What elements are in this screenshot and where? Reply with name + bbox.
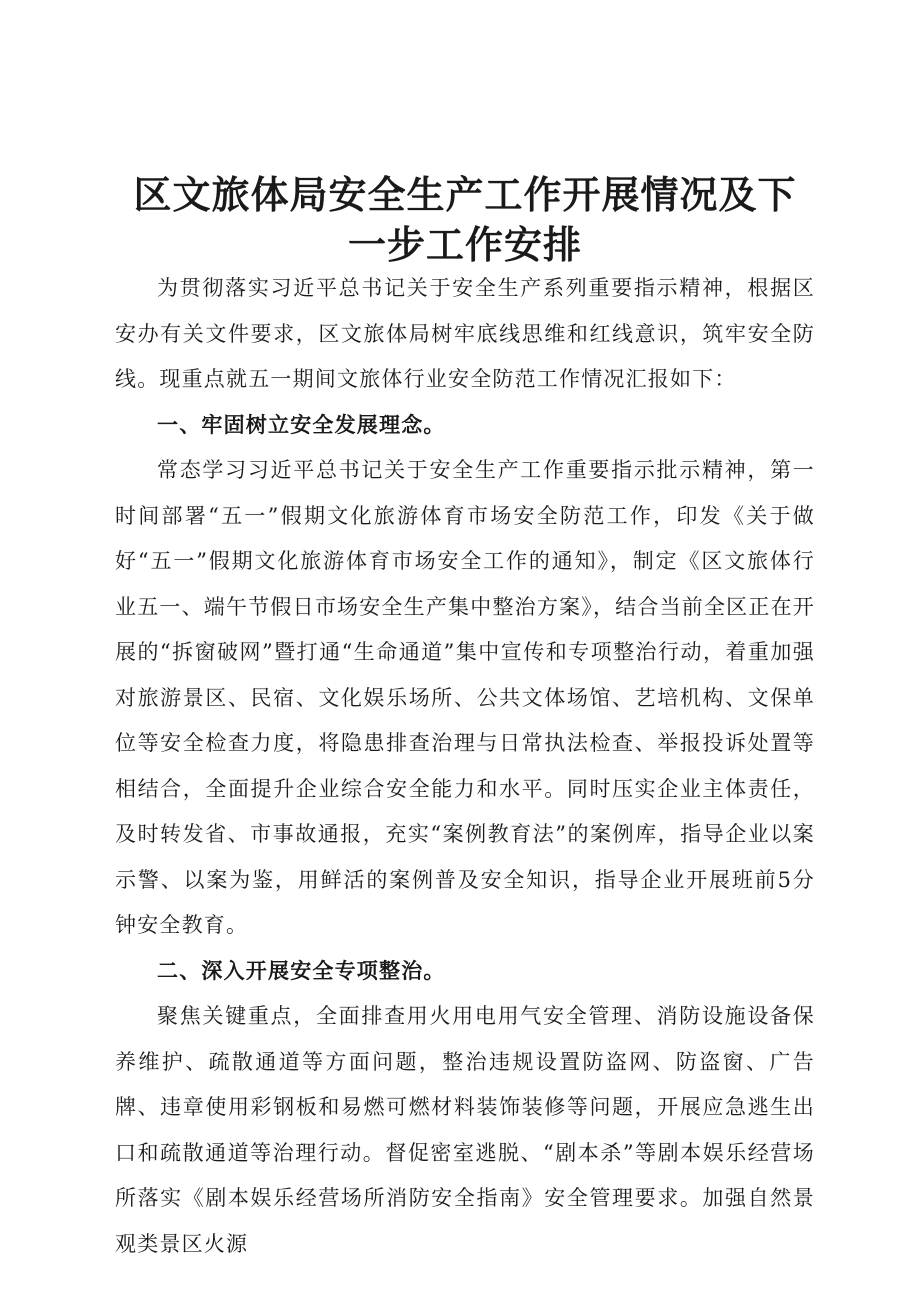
section-1-paragraph: 常态学习习近平总书记关于安全生产工作重要指示批示精神，第一时间部署“五一”假期文化旅游体育市场安全防范工作，印发《关于做好“五一”假期文化旅游体育市场安全工作的通知》，制定《区文旅体行业五一、端午节假日市场安全生产集中整治方案》，结合当前全区正在开展的“拆窗破网”暨打通“生命通道”集中宣传和专项整治行动，着重加强对旅游景区、民宿、文化娱乐场所、公共文体场馆、艺培机构、文保单位等安全检查力度，将隐患排查治理与日常执法检查、举报投诉处置等相结合，全面提升企业综合安全能力和水平。同时压实企业主体责任，及时转发省、市事故通报，充实“案例教育法”的案例库，指导企业以案示警、以案为鉴，用鲜活的案例普及安全知识，指导企业开展班前5分钟安全教育。 (115, 458, 815, 937)
intro-paragraph: 为贯彻落实习近平总书记关于安全生产系列重要指示精神，根据区安办有关文件要求，区文旅体局树牢底线思维和红线意识，筑牢安全防线。现重点就五一期间文旅体行业安全防范工作情况汇报如下： (115, 276, 815, 391)
document-title: 区文旅体局安全生产工作开展情况及下一步工作安排 (133, 173, 797, 267)
section-2-heading: 二、深入开展安全专项整治。 (157, 958, 446, 983)
section-2-paragraph: 聚焦关键重点，全面排查用火用电用气安全管理、消防设施设备保养维护、疏散通道等方面问题，整治违规设置防盗网、防盗窗、广告牌、违章使用彩钢板和易燃可燃材料装饰装修等问题，开展应急逃生出口和疏散通道等治理行动。督促密室逃脱、“剧本杀”等剧本娱乐经营场所落实《剧本娱乐经营场所消防安全指南》安全管理要求。加强自然景观类景区火源 (115, 1004, 815, 1256)
document-body (115, 266, 815, 1267)
section-1-heading: 一、牢固树立安全发展理念。 (157, 412, 446, 437)
